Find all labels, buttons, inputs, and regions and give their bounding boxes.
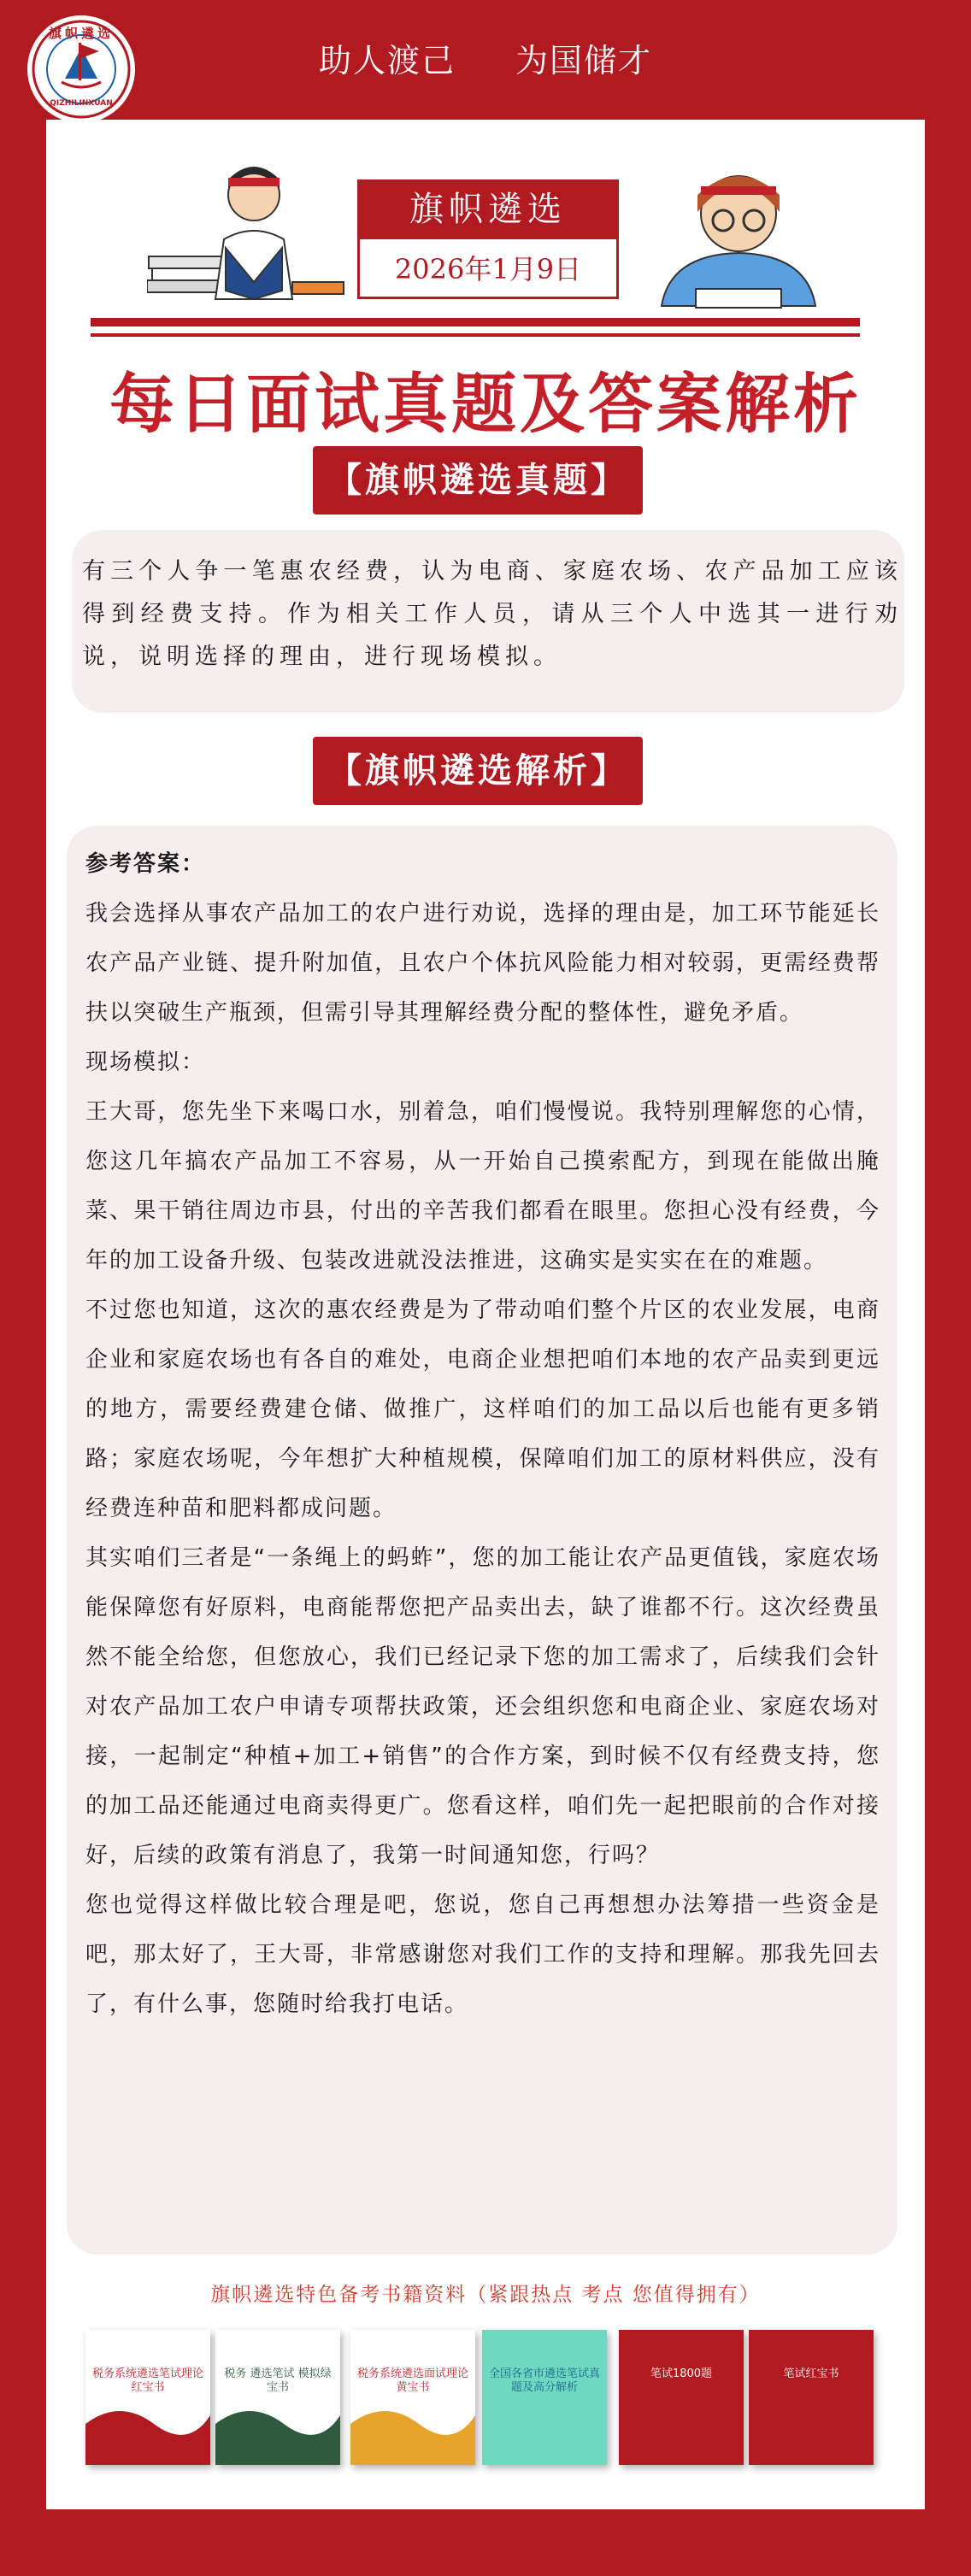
question-tag: 【旗帜遴选真题】 xyxy=(313,446,643,515)
issue-date: 2026年1月9日 xyxy=(394,253,582,285)
book-cover[interactable] xyxy=(482,2330,607,2465)
student-reading-illustration xyxy=(147,154,352,316)
book-cover[interactable] xyxy=(350,2330,475,2465)
book-wave-decoration xyxy=(85,2330,210,2465)
question-text: 有三个人争一笔惠农经费，认为电商、家庭农场、农产品加工应该得到经费支持。作为相关工作人员，请从三个人中选其一进行劝说，说明选择的理由，进行现场模拟。 xyxy=(82,558,903,670)
book-title: 税务系统遴选笔试理论红宝书 xyxy=(92,2367,204,2394)
book-wave-decoration xyxy=(482,2330,607,2465)
brand-name: 旗帜遴选 xyxy=(357,179,619,239)
slogan-right: 为国储才 xyxy=(515,42,653,79)
book-wave-decoration xyxy=(350,2330,475,2465)
book-cover[interactable] xyxy=(619,2330,744,2465)
divider-thick xyxy=(91,318,860,326)
girl-writing-illustration xyxy=(644,161,833,313)
answer-text xyxy=(85,839,880,2029)
logo-text-top: 旗帜遴选 xyxy=(48,26,114,41)
slogan-left: 助人渡己 xyxy=(318,42,456,79)
book-title: 全国各省市遴选笔试真题及高分解析 xyxy=(489,2367,601,2394)
book-title: 税务系统遴选面试理论黄宝书 xyxy=(357,2367,469,2394)
answer-paragraph: 其实咱们三者是“一条绳上的蚂蚱”，您的加工能让农产品更值钱，家庭农场能保障您有好原料，电商能帮您把产品卖出去，缺了谁都不行。这次经费虽然不能全给您，但您放心，我们已经记录下您的加工需求了，后续我们会针对农产品加工农户申请专项帮扶政策，还会组织您和电商企业、家庭农场对接，一起制定“种植+加工+销售”的合作方案，到时候不仅有经费支持，您的加工品还能通过电商卖得更广。您看这样，咱们先一起把眼前的合作对接好，后续的政策有消息了，我第一时间通知您，行吗？ xyxy=(85,1545,880,1868)
book-cover[interactable] xyxy=(749,2330,874,2465)
divider-thin xyxy=(91,333,860,337)
book-cover[interactable] xyxy=(215,2330,340,2465)
book-wave-decoration xyxy=(619,2330,744,2465)
analysis-tag: 【旗帜遴选解析】 xyxy=(313,737,643,805)
slogan xyxy=(0,34,971,81)
book-title: 笔试红宝书 xyxy=(783,2367,839,2380)
book-wave-decoration xyxy=(749,2330,874,2465)
book-title: 税务 遴选笔试 模拟绿宝书 xyxy=(224,2367,332,2394)
book-cover[interactable] xyxy=(85,2330,210,2465)
answer-paragraph: 我会选择从事农产品加工的农户进行劝说，选择的理由是，加工环节能延长农产品产业链、提升附加值，且农户个体抗风险能力相对较弱，更需经费帮扶以突破生产瓶颈，但需引导其理解经费分配的整体性，避免矛盾。 xyxy=(85,901,880,1026)
book-title: 笔试1800题 xyxy=(650,2367,713,2380)
answer-paragraph: 现场模拟： xyxy=(85,1050,206,1075)
logo-text-bottom: QIZHILINXUAN xyxy=(50,99,113,108)
answer-paragraph: 您也觉得这样做比较合理是吧，您说，您自己再想想办法筹措一些资金是吧，那太好了，王大哥，非常感谢您对我们工作的支持和理解。那我先回去了，有什么事，您随时给我打电话。 xyxy=(85,1892,880,2017)
answer-label: 参考答案： xyxy=(85,851,206,877)
answer-paragraph: 王大哥，您先坐下来喝口水，别着急，咱们慢慢说。我特别理解您的心情，您这几年搞农产品加工不容易，从一开始自己摸索配方，到现在能做出腌菜、果干销往周边市县，付出的辛苦我们都看在眼里。您担心没有经费，今年的加工设备升级、包装改进就没法推进，这确实是实实在在的难题。 xyxy=(85,1099,880,1273)
books-title: 旗帜遴选特色备考书籍资料（紧跟热点 考点 您值得拥有） xyxy=(210,2284,761,2306)
book-wave-decoration xyxy=(215,2330,340,2465)
answer-paragraph: 不过您也知道，这次的惠农经费是为了带动咱们整个片区的农业发展，电商企业和家庭农场也有各自的难处，电商企业想把咱们本地的农产品卖到更远的地方，需要经费建仓储、做推广，这样咱们的加工品以后也能有更多销路；家庭农场呢，今年想扩大种植规模，保障咱们加工的原材料供应，没有经费连种苗和肥料都成问题。 xyxy=(85,1297,880,1521)
page-title: 每日面试真题及答案解析 xyxy=(109,366,862,442)
